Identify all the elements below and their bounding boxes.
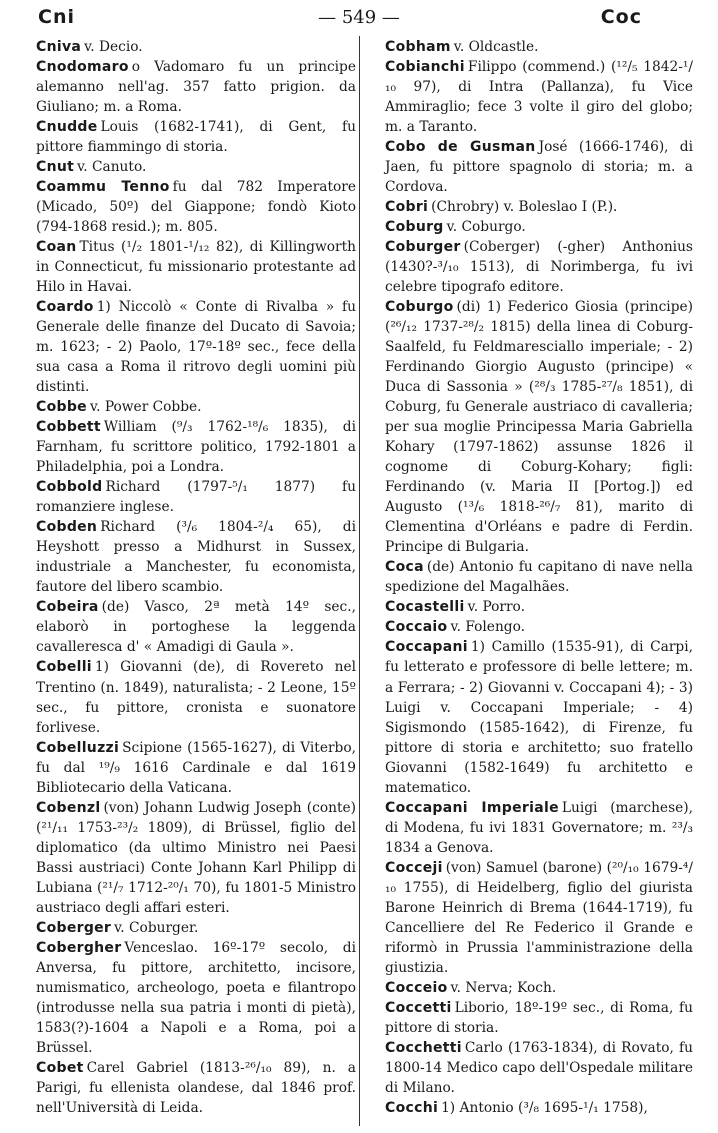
entry-headword: Cocchi (385, 1099, 439, 1116)
entry-text: (de) Antonio fu capitano di nave nella spedizione del Magalhães. (385, 559, 693, 596)
dictionary-entry (36, 1058, 356, 1118)
entry-headword: Coburg (385, 219, 444, 236)
entry-headword: Coccetti (385, 999, 452, 1016)
running-head-left: Cni (38, 6, 75, 28)
entry-text: (Coberger) (-gher) Anthonius (1430?-³/₁₀ 1513), di Norimberga, fu ivi celebre tipografo editore. (385, 239, 693, 296)
entry-headword: Cniva (36, 39, 82, 55)
entry-text: v. Canuto. (77, 159, 147, 176)
entry-text: (di) 1) Federico Giosia (principe) (²⁶/₁₂ 1737-²⁸/₂ 1815) della linea di Coburg-Saalfeld, fu Feldmaresciallo imperiale; - 2) Ferdinando Giorgio Augusto (principe) « Duca di Sassonia » (²⁸/₃ 1785-²⁷/₈ 1851), di Coburg, fu Generale austriaco di cavalleria; per sua moglie Principessa Maria Gabriella Kohary (1797-1862) assunse 1826 il cognome di Coburg-Kohary; figli: Ferdinando (v. Maria II [Portog.]) ed Augusto (¹³/₆ 1818-²⁶/₇ 81), marito di Clementina d'Orléans e padre di Ferdin. Principe di Bulgaria. (385, 299, 693, 556)
entry-text: William (⁹/₃ 1762-¹⁸/₆ 1835), di Farnham, fu scrittore politico, 1792-1801 a Philadelphia, poi a Londra. (36, 419, 356, 476)
dictionary-entry (385, 617, 693, 637)
entry-text: 1) Giovanni (de), di Rovereto nel Trentino (n. 1849), naturalista; - 2 Leone, 15º sec., fu pittore, cronista e suonatore forlivese. (36, 659, 356, 736)
entry-headword: Cobbold (36, 479, 103, 496)
dictionary-entry (36, 918, 356, 938)
dictionary-entry (36, 417, 356, 477)
entry-headword: Cobham (385, 39, 451, 55)
dictionary-entry (36, 297, 356, 397)
dictionary-entry (36, 117, 356, 157)
entry-text: v. Power Cobbe. (89, 399, 202, 416)
entry-text: o Vadomaro fu un principe alemanno nell'ag. 357 fatto prigion. da Giuliano; m. a Roma. (36, 59, 356, 116)
page-header (0, 4, 718, 32)
entry-headword: Cobden (36, 519, 98, 536)
entry-text: José (1666-1746), di Jaen, fu pittore spagnolo di storia; m. a Cordova. (385, 139, 694, 196)
dictionary-entry (36, 397, 356, 417)
dictionary-entry (385, 1098, 693, 1118)
entry-text: v. Porro. (467, 599, 525, 616)
entry-headword: Cobbett (36, 419, 101, 436)
entry-headword: Coccaio (385, 619, 448, 636)
entry-headword: Cobergher (36, 939, 122, 956)
entry-text: Liborio, 18º-19º sec., di Roma, fu pittore di storia. (385, 999, 693, 1036)
entry-headword: Coardo (36, 299, 94, 316)
entry-text: Louis (1682-1741), di Gent, fu pittore fiammingo di storia. (36, 119, 356, 156)
dictionary-entry (385, 237, 693, 297)
dictionary-entry (385, 197, 693, 217)
entry-text: v. Coburger. (114, 919, 199, 936)
dictionary-entry (36, 157, 356, 177)
dictionary-entry (36, 657, 356, 737)
entry-headword: Coccapani Imperiale (385, 799, 559, 816)
entry-text: Carlo (1763-1834), di Rovato, fu 1800-14 Medico capo dell'Ospedale militare di Milano. (385, 1039, 693, 1096)
dictionary-entry (385, 978, 693, 998)
entry-headword: Coccapani (385, 639, 468, 656)
entry-headword: Cobet (36, 1059, 84, 1076)
dictionary-entry (36, 938, 356, 1058)
entry-text: (Chrobry) v. Boleslao I (P.). (431, 199, 618, 216)
entry-text: Carel Gabriel (1813-²⁶/₁₀ 89), n. a Parigi, fu ellenista olandese, dal 1846 prof. nell'Università di Leida. (36, 1059, 356, 1116)
running-head-right: Coc (600, 6, 642, 28)
entry-headword: Cobeira (36, 599, 99, 616)
entry-text: Richard (³/₆ 1804-²/₄ 65), di Heyshott presso a Midhurst in Sussex, industriale a Manchester, fu economista, fautore del libero scambio. (36, 519, 356, 596)
entry-headword: Cobri (385, 199, 429, 216)
entry-headword: Cnut (36, 159, 75, 176)
dictionary-entry (36, 517, 356, 597)
dictionary-entry (36, 477, 356, 517)
entry-headword: Cnodomaro (36, 59, 129, 76)
dictionary-entry (385, 37, 693, 57)
entry-headword: Cobelluzzi (36, 739, 120, 756)
dictionary-entry (36, 597, 356, 657)
dictionary-entry (385, 1038, 693, 1098)
dictionary-entry (385, 858, 693, 978)
entry-text: (von) Samuel (barone) (²⁰/₁₀ 1679-⁴/₁₀ 1755), di Heidelberg, figlio del giurista Barone Heinrich di Brema (1644-1719), fu Cancelliere del Re Federico il Grande e riformò in Prussia l'amministrazione della giustizia. (385, 859, 693, 976)
dictionary-entry (36, 798, 356, 918)
entry-headword: Coammu Tenno (36, 179, 170, 196)
entry-headword: Cobo de Gusman (385, 139, 536, 156)
entry-text: 1) Camillo (1535-91), di Carpi, fu letterato e professore di belle lettere; m. a Ferrara; - 2) Giovanni v. Coccapani 4); - 3) Luigi v. Coccapani Imperiale; - 4) Sigismondo (1585-1642), di Firenze, fu pittore di storia e architetto; suo fratello Giovanni (1582-1649) fu architetto e matematico. (385, 639, 693, 796)
entry-headword: Coburger (385, 239, 461, 256)
dictionary-entry (385, 217, 693, 237)
entry-text: fu dal 782 Imperatore (Micado, 50º) del Giappone; fondò Kioto (794-1868 resid.); m. 805. (36, 179, 356, 236)
entry-headword: Cocceji (385, 859, 443, 876)
entry-text: Luigi (marchese), di Modena, fu ivi 1831 Governatore; m. ²³/₃ 1834 a Genova. (385, 799, 693, 856)
dictionary-entry (36, 37, 356, 57)
entry-text: (de) Vasco, 2ª metà 14º sec., elaborò in portoghese la leggenda cavalleresca d' « Amadigi di Gaula ». (36, 599, 356, 656)
column-divider (359, 36, 360, 1126)
entry-text: v. Decio. (84, 39, 143, 55)
entry-text: Richard (1797-⁵/₁ 1877) fu romanziere inglese. (36, 479, 356, 516)
dictionary-entry (385, 998, 693, 1038)
dictionary-entry (36, 177, 356, 237)
page-number: — 549 — (318, 7, 400, 28)
entry-headword: Cocceio (385, 979, 448, 996)
entry-text: Venceslao. 16º-17º secolo, di Anversa, fu pittore, architetto, incisore, numismatico, archeologo, poeta e filantropo (introdusse nella sua patria i monti di pietà), 1583(?)-1604 a Napoli e a Roma, poi a Brüssel. (36, 939, 356, 1056)
left-column (36, 37, 356, 1118)
entry-headword: Cobianchi (385, 59, 465, 76)
entry-headword: Cnudde (36, 119, 98, 136)
entry-text: v. Oldcastle. (453, 39, 539, 55)
entry-text: 1) Niccolò « Conte di Rivalba » fu Generale delle finanze del Ducato di Savoia; m. 1623; - 2) Paolo, 17º-18º sec., fece della sua casa a Roma il ritrovo degli uomini più distinti. (36, 299, 356, 396)
entry-headword: Cobbe (36, 399, 87, 416)
dictionary-entry (385, 557, 693, 597)
entry-headword: Cobelli (36, 659, 92, 676)
dictionary-entry (385, 798, 693, 858)
entry-headword: Coberger (36, 919, 112, 936)
entry-text: v. Nerva; Koch. (450, 979, 557, 996)
right-column (385, 37, 693, 1118)
entry-text: Scipione (1565-1627), di Viterbo, fu dal ¹⁹/₉ 1616 Cardinale e dal 1619 Bibliotecario della Vaticana. (36, 739, 356, 796)
entry-text: 1) Antonio (³/₈ 1695-¹/₁ 1758), (441, 1099, 648, 1116)
entry-headword: Coan (36, 239, 77, 256)
entry-text: (von) Johann Ludwig Joseph (conte) (²¹/₁₁ 1753-²³/₂ 1809), di Brüssel, figlio del diplomatico (da ultimo Ministro nei Paesi Bassi austriaci) Conte Johann Karl Philipp di Lubiana (²¹/₇ 1712-²⁰/₁ 70), fu 1801-5 Ministro austriaco degli affari esteri. (36, 799, 356, 916)
entry-headword: Coburgo (385, 299, 454, 316)
entry-headword: Cocchetti (385, 1039, 462, 1056)
entry-headword: Cocastelli (385, 599, 465, 616)
dictionary-entry (36, 57, 356, 117)
entry-text: Filippo (commend.) (¹²/₅ 1842-¹/₁₀ 97), di Intra (Pallanza), fu Vice Ammiraglio; fece 3 volte il giro del globo; m. a Taranto. (385, 59, 693, 136)
entry-text: v. Folengo. (450, 619, 526, 636)
dictionary-entry (36, 738, 356, 798)
dictionary-entry (36, 237, 356, 297)
dictionary-entry (385, 297, 693, 557)
entry-headword: Coca (385, 559, 424, 576)
dictionary-entry (385, 597, 693, 617)
entry-headword: Cobenzl (36, 799, 101, 816)
dictionary-entry (385, 57, 693, 137)
dictionary-entry (385, 137, 693, 197)
entry-text: Titus (¹/₂ 1801-¹/₁₂ 82), di Killingworth in Connecticut, fu missionario protestante ad Hilo in Havai. (36, 239, 356, 296)
entry-text: v. Coburgo. (446, 219, 526, 236)
dictionary-entry (385, 637, 693, 797)
